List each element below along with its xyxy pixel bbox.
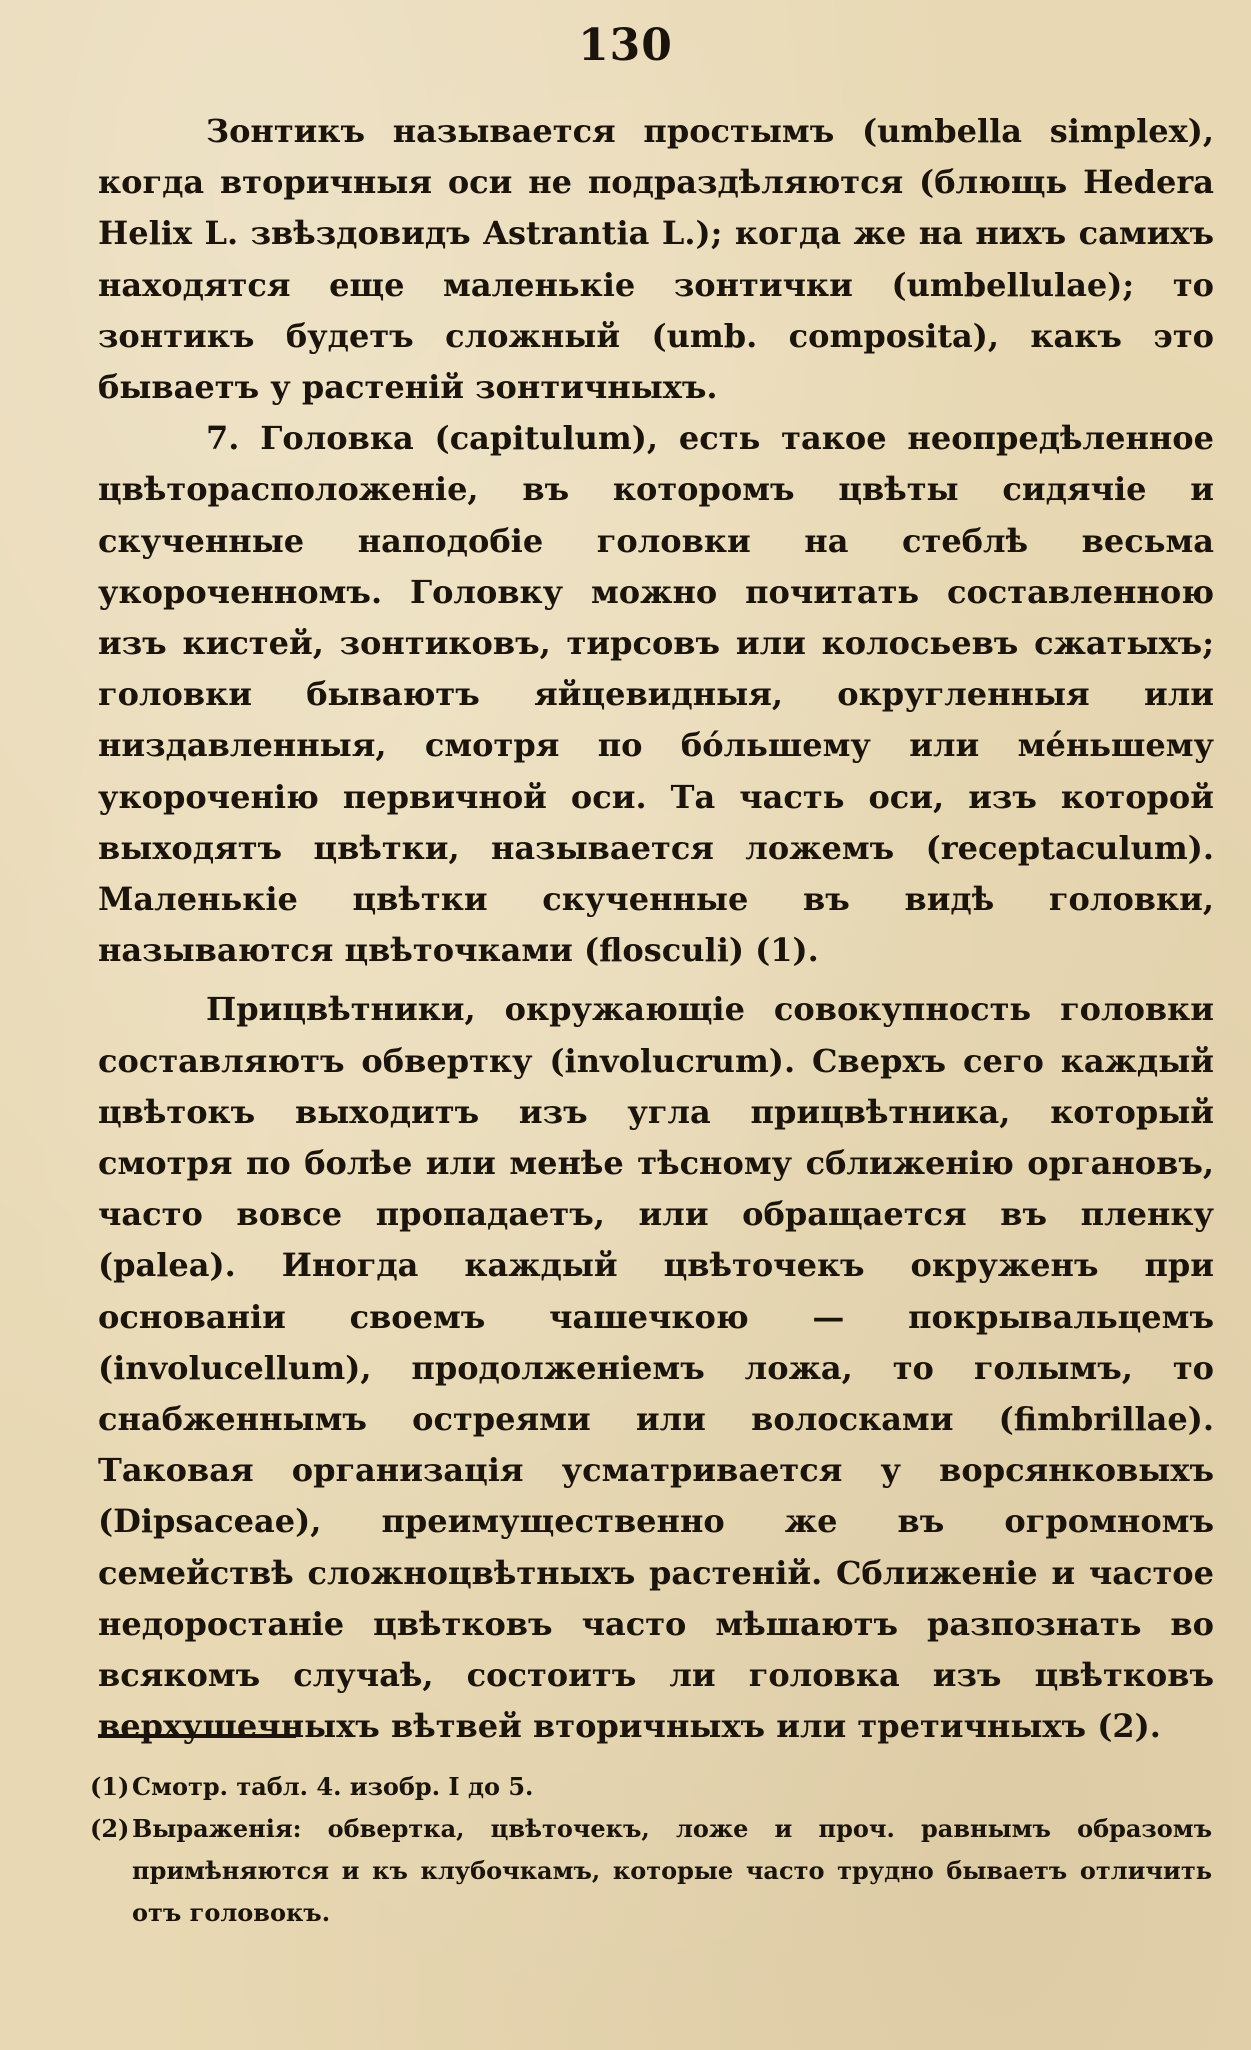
- footnote-2-marker: (2): [90, 1814, 130, 1843]
- page-number: 130: [578, 20, 673, 71]
- paragraph-involucrum: Прицвѣтники, окружающіе совокупность головки составляютъ обвертку (involucrum). Сверхъ сего каждый цвѣтокъ выходитъ изъ угла прицвѣтника, который смотря по болѣе или менѣе тѣсному сближенію органовъ, часто вовсе пропадаетъ, или обращается въ пленку (palea). Иногда каждый цвѣточекъ окруженъ при основаніи своемъ чашечкою — покрывальцемъ (involucellum), продолженіемъ ложа, то голымъ, то снабженнымъ остреями или волосками (fimbrillae). Таковая организація усматривается у ворсянковыхъ (Dipsaceae), преимущественно же въ огромномъ семействѣ сложноцвѣтныхъ растеній. Сближеніе и частое недоростаніе цвѣтковъ часто мѣшаютъ разпознать во всякомъ случаѣ, состоитъ ли головка изъ цвѣтковъ верхушечныхъ вѣтвей вторичныхъ или третичныхъ (2).: [98, 990, 1214, 1746]
- footnote-2-text: Выраженія: обвертка, цвѣточекъ, ложе и проч. равнымъ образомъ примѣняются и къ клубочкамъ, которые часто трудно бываетъ отличить отъ головокъ.: [132, 1814, 1212, 1927]
- footnote-1-marker: (1): [90, 1772, 130, 1801]
- paragraph-capitulum: 7. Головка (capitulum), есть такое неопредѣленное цвѣторасположеніе, въ которомъ цвѣты сидячіе и скученные наподобіе головки на стеблѣ весьма укороченномъ. Головку можно почитать составленною изъ кистей, зонтиковъ, тирсовъ или колосьевъ сжатыхъ; головки бываютъ яйцевидныя, округленныя или низдавленныя, смотря по бóльшему или мéньшему укороченію первичной оси. Та часть оси, изъ которой выходятъ цвѣтки, называется ложемъ (receptaculum). Маленькіе цвѣтки скученные въ видѣ головки, называются цвѣточками (flosculi) (1).: [98, 419, 1214, 970]
- paragraph-umbel: Зонтикъ называется простымъ (umbella simplex), когда вторичныя оси не подраздѣляются (блющь Hedera Helix L. звѣздовидъ Astrantia L.); когда же на нихъ самихъ находятся еще маленькіе зонтички (umbellulae); то зонтикъ будетъ сложный (umb. composita), какъ это бываетъ у растеній зонтичныхъ.: [98, 112, 1214, 407]
- footnote-2: [90, 1808, 1212, 1934]
- footnote-divider: [98, 1734, 296, 1738]
- footnote-1-text: Смотр. табл. 4. изобр. I до 5.: [132, 1772, 534, 1801]
- footnotes: [90, 1766, 1212, 1934]
- main-text: [98, 106, 1214, 1753]
- footnote-1: [90, 1766, 1212, 1808]
